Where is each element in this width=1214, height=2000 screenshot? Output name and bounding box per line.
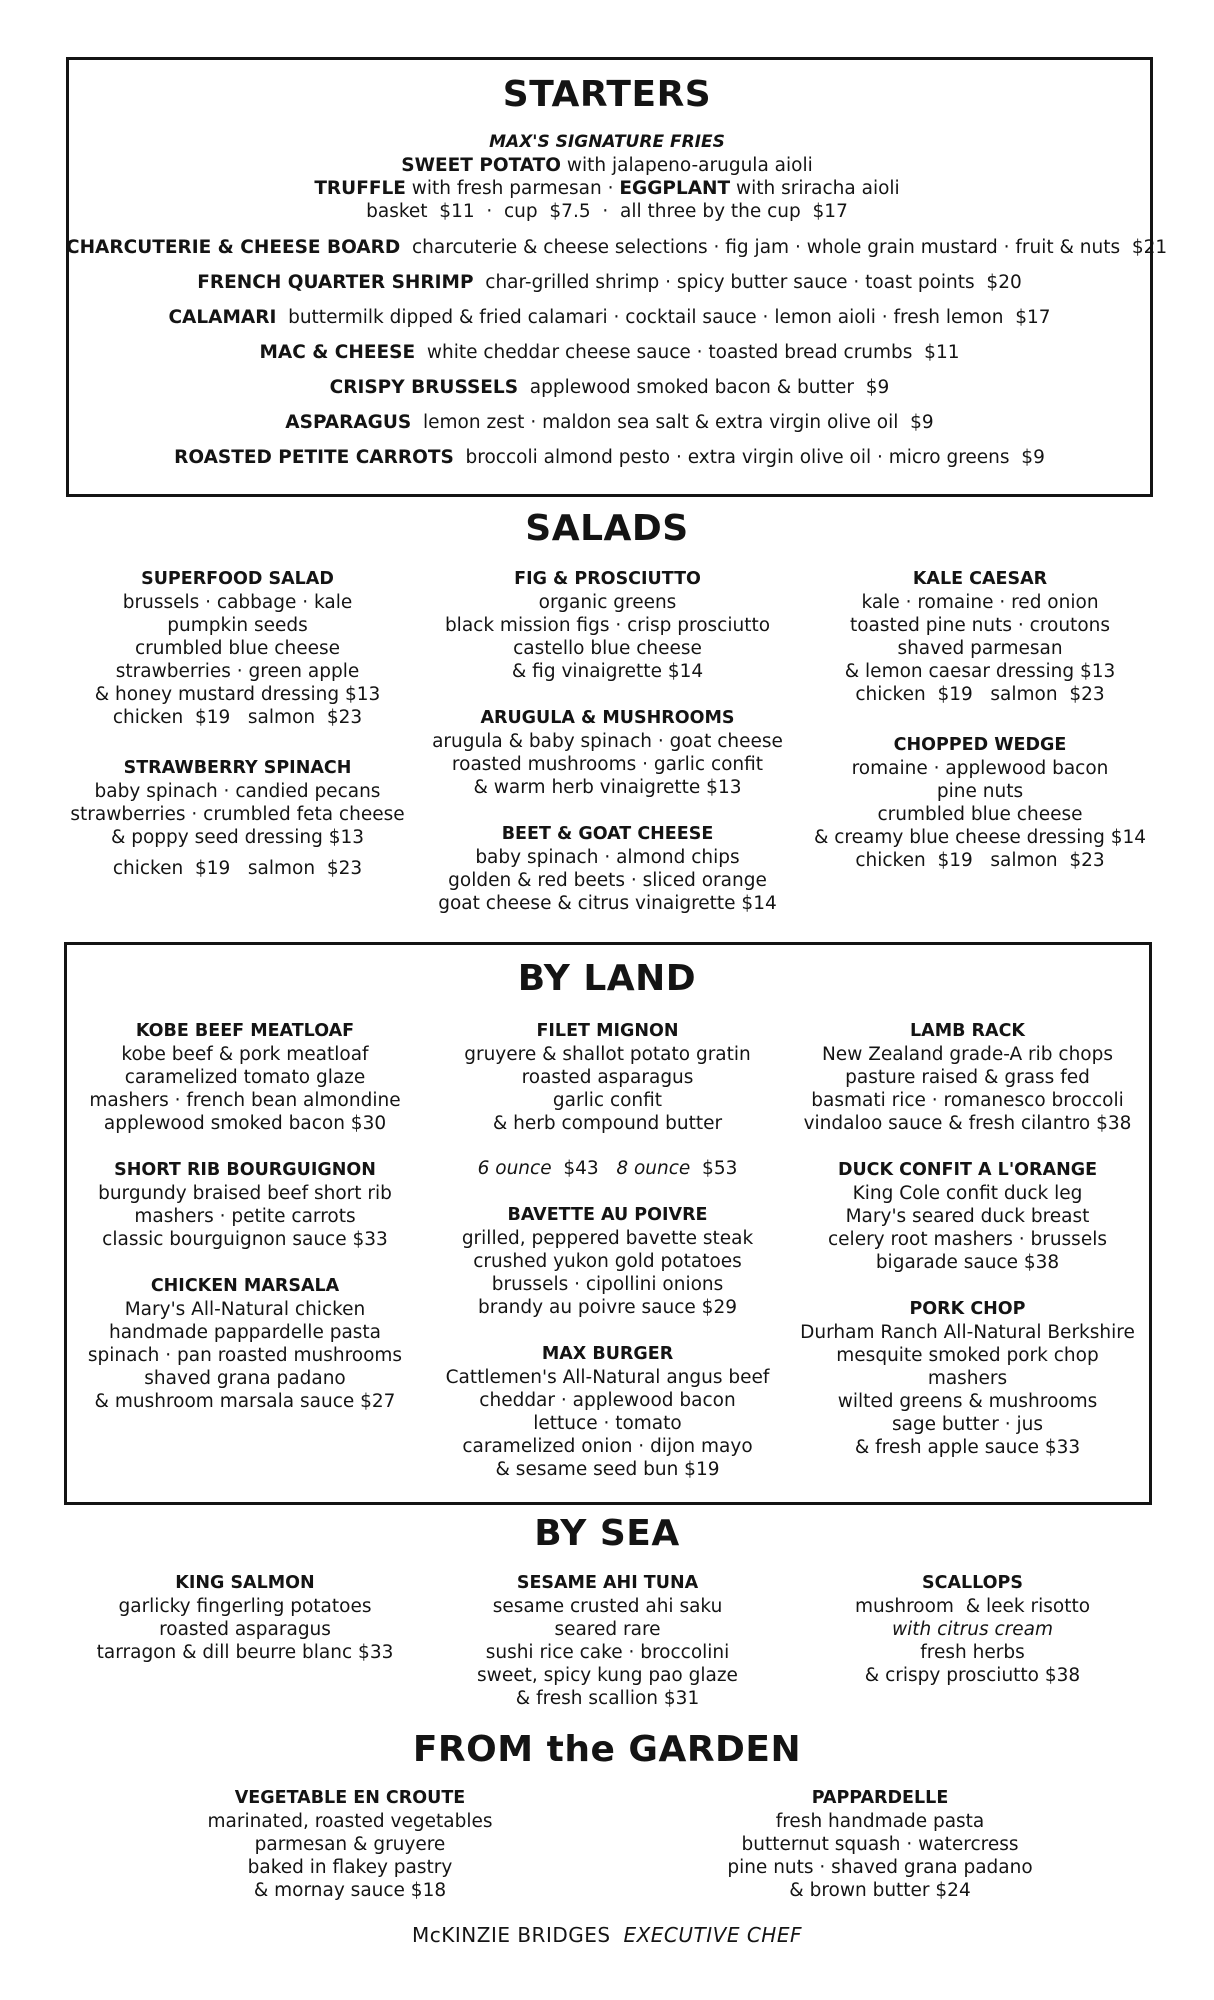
salads-title: SALADS	[525, 508, 689, 549]
menu-dish: LAMB RACK New Zealand grade-A rib chops pasture raised & grass fed basmati rice · romanesco broccoli vindaloo sauce & fresh cilantro $38	[803, 1021, 1132, 1134]
menu-dish: KOBE BEEF MEATLOAF kobe beef & pork meatloaf caramelized tomato glaze mashers · french bean almondine applewood smoked bacon $30	[89, 1021, 401, 1134]
chef-credit	[0, 1923, 1214, 1947]
starter-item: ROASTED PETITE CARROTS broccoli almond pesto · extra virgin olive oil · micro greens $9	[174, 447, 1045, 468]
starter-item: CHARCUTERIE & CHEESE BOARD charcuterie & cheese selections · fig jam · whole grain mustard · fruit & nuts $21	[66, 237, 1168, 258]
menu-dish: CHICKEN MARSALA Mary's All-Natural chicken handmade pappardelle pasta spinach · pan roasted mushrooms shaved grana padano & mushroom marsala sauce $27	[87, 1276, 403, 1412]
sweet-potato-name: SWEET POTATO	[401, 155, 562, 176]
menu-dish: PORK CHOP Durham Ranch All-Natural Berkshire mesquite smoked pork chop mashers wilted greens & mushrooms sage butter · jus & fresh apple sauce $33	[800, 1299, 1135, 1458]
menu-dish: SHORT RIB BOURGUIGNON burgundy braised beef short rib mashers · petite carrots classic bourguignon sauce $33	[98, 1160, 392, 1250]
menu-dish: STRAWBERRY SPINACH baby spinach · candied pecans strawberries · crumbled feta cheese & poppy seed dressing $13 chicken $19 salmon $23	[70, 758, 405, 879]
salads-column-3	[800, 568, 1160, 896]
starter-item: CALAMARI buttermilk dipped & fried calamari · cocktail sauce · lemon aioli · fresh lemon $17	[168, 307, 1051, 328]
land-column-3	[790, 1020, 1145, 1483]
fries-truffle-eggplant	[0, 177, 1214, 200]
filet-sizes: 6 ounce $43 8 ounce $53	[477, 1158, 738, 1179]
starter-item: CRISPY BRUSSELS applewood smoked bacon & butter $9	[329, 377, 890, 398]
sea-column-1	[70, 1572, 420, 1688]
sea-column-2	[430, 1572, 785, 1734]
signature-fries	[0, 131, 1214, 223]
menu-dish: SCALLOPS mushroom & leek risotto with citrus cream fresh herbs & crispy prosciutto $38	[854, 1573, 1091, 1686]
land-column-2	[430, 1020, 785, 1505]
chef-name: McKINZIE BRIDGES	[412, 1923, 611, 1947]
menu-dish: CHOPPED WEDGE romaine · applewood bacon pine nuts crumbled blue cheese & creamy blue cheese dressing $14 chicken $19 salmon $23	[813, 735, 1147, 871]
menu-dish: MAX BURGER Cattlemen's All-Natural angus beef cheddar · applewood bacon lettuce · tomato caramelized onion · dijon mayo & sesame seed bun $19	[445, 1344, 770, 1480]
menu-dish: KING SALMON garlicky fingerling potatoes roasted asparagus tarragon & dill beurre blanc $33	[96, 1573, 394, 1663]
starters-title: STARTERS	[502, 74, 712, 115]
salads-column-2	[425, 568, 790, 939]
fries-prices: basket $11 · cup $7.5 · all three by the cup $17	[366, 201, 848, 222]
starter-item: MAC & CHEESE white cheddar cheese sauce · toasted bread crumbs $11	[259, 342, 960, 363]
salads-column-1	[60, 568, 415, 904]
menu-dish: BEET & GOAT CHEESE baby spinach · almond chips golden & red beets · sliced orange goat cheese & citrus vinaigrette $14	[438, 824, 777, 914]
by-sea-title: BY SEA	[534, 1513, 680, 1554]
garden-title: FROM the GARDEN	[412, 1729, 802, 1770]
fries-sweet-potato	[0, 154, 1214, 177]
truffle-desc: with fresh parmesan ·	[405, 178, 620, 199]
chef-title: EXECUTIVE CHEF	[623, 1923, 802, 1947]
menu-dish: VEGETABLE EN CROUTE marinated, roasted vegetables parmesan & gruyere baked in flakey pastry & mornay sauce $18	[207, 1788, 493, 1901]
menu-dish: DUCK CONFIT A L'ORANGE King Cole confit duck leg Mary's seared duck breast celery root mashers · brussels bigarade sauce $38	[828, 1160, 1107, 1273]
fries-heading: MAX'S SIGNATURE FRIES	[489, 132, 725, 152]
menu-dish: SUPERFOOD SALAD brussels · cabbage · kale pumpkin seeds crumbled blue cheese strawberries · green apple & honey mustard dressing $13 chicken $19 salmon $23	[94, 569, 381, 728]
starter-item: FRENCH QUARTER SHRIMP char-grilled shrimp · spicy butter sauce · toast points $20	[197, 272, 1022, 293]
by-land-title: BY LAND	[517, 958, 697, 999]
eggplant-desc: with sriracha aioli	[730, 178, 900, 199]
menu-dish: FILET MIGNON gruyere & shallot potato gratin roasted asparagus garlic confit & herb compound butter 6 ounce $43 8 ounce $53	[430, 1020, 785, 1180]
garden-column-1	[160, 1787, 540, 1926]
menu-dish: ARUGULA & MUSHROOMS arugula & baby spinach · goat cheese roasted mushrooms · garlic confit & warm herb vinaigrette $13	[432, 708, 783, 798]
menu-dish: PAPPARDELLE fresh handmade pasta butternut squash · watercress pine nuts · shaved grana padano & brown butter $24	[727, 1788, 1033, 1901]
menu-dish: KALE CAESAR kale · romaine · red onion toasted pine nuts · croutons shaved parmesan & lemon caesar dressing $13 chicken $19 salmon $23	[844, 569, 1116, 705]
sweet-potato-desc: with jalapeno-arugula aioli	[561, 155, 813, 176]
truffle-name: TRUFFLE	[314, 178, 406, 199]
eggplant-name: EGGPLANT	[619, 178, 731, 199]
sea-column-3	[800, 1572, 1145, 1711]
garden-column-2	[690, 1787, 1070, 1926]
starter-item: ASPARAGUS lemon zest · maldon sea salt & extra virgin olive oil $9	[285, 412, 934, 433]
menu-dish: SESAME AHI TUNA sesame crusted ahi saku seared rare sushi rice cake · broccolini sweet, spicy kung pao glaze & fresh scallion $31	[477, 1573, 738, 1709]
menu-dish: FIG & PROSCIUTTO organic greens black mission figs · crisp prosciutto castello blue cheese & fig vinaigrette $14	[444, 569, 771, 682]
menu-dish: BAVETTE AU POIVRE grilled, peppered bavette steak crushed yukon gold potatoes brussels · cipollini onions brandy au poivre sauce $29	[461, 1205, 754, 1318]
land-column-1	[70, 1020, 420, 1437]
